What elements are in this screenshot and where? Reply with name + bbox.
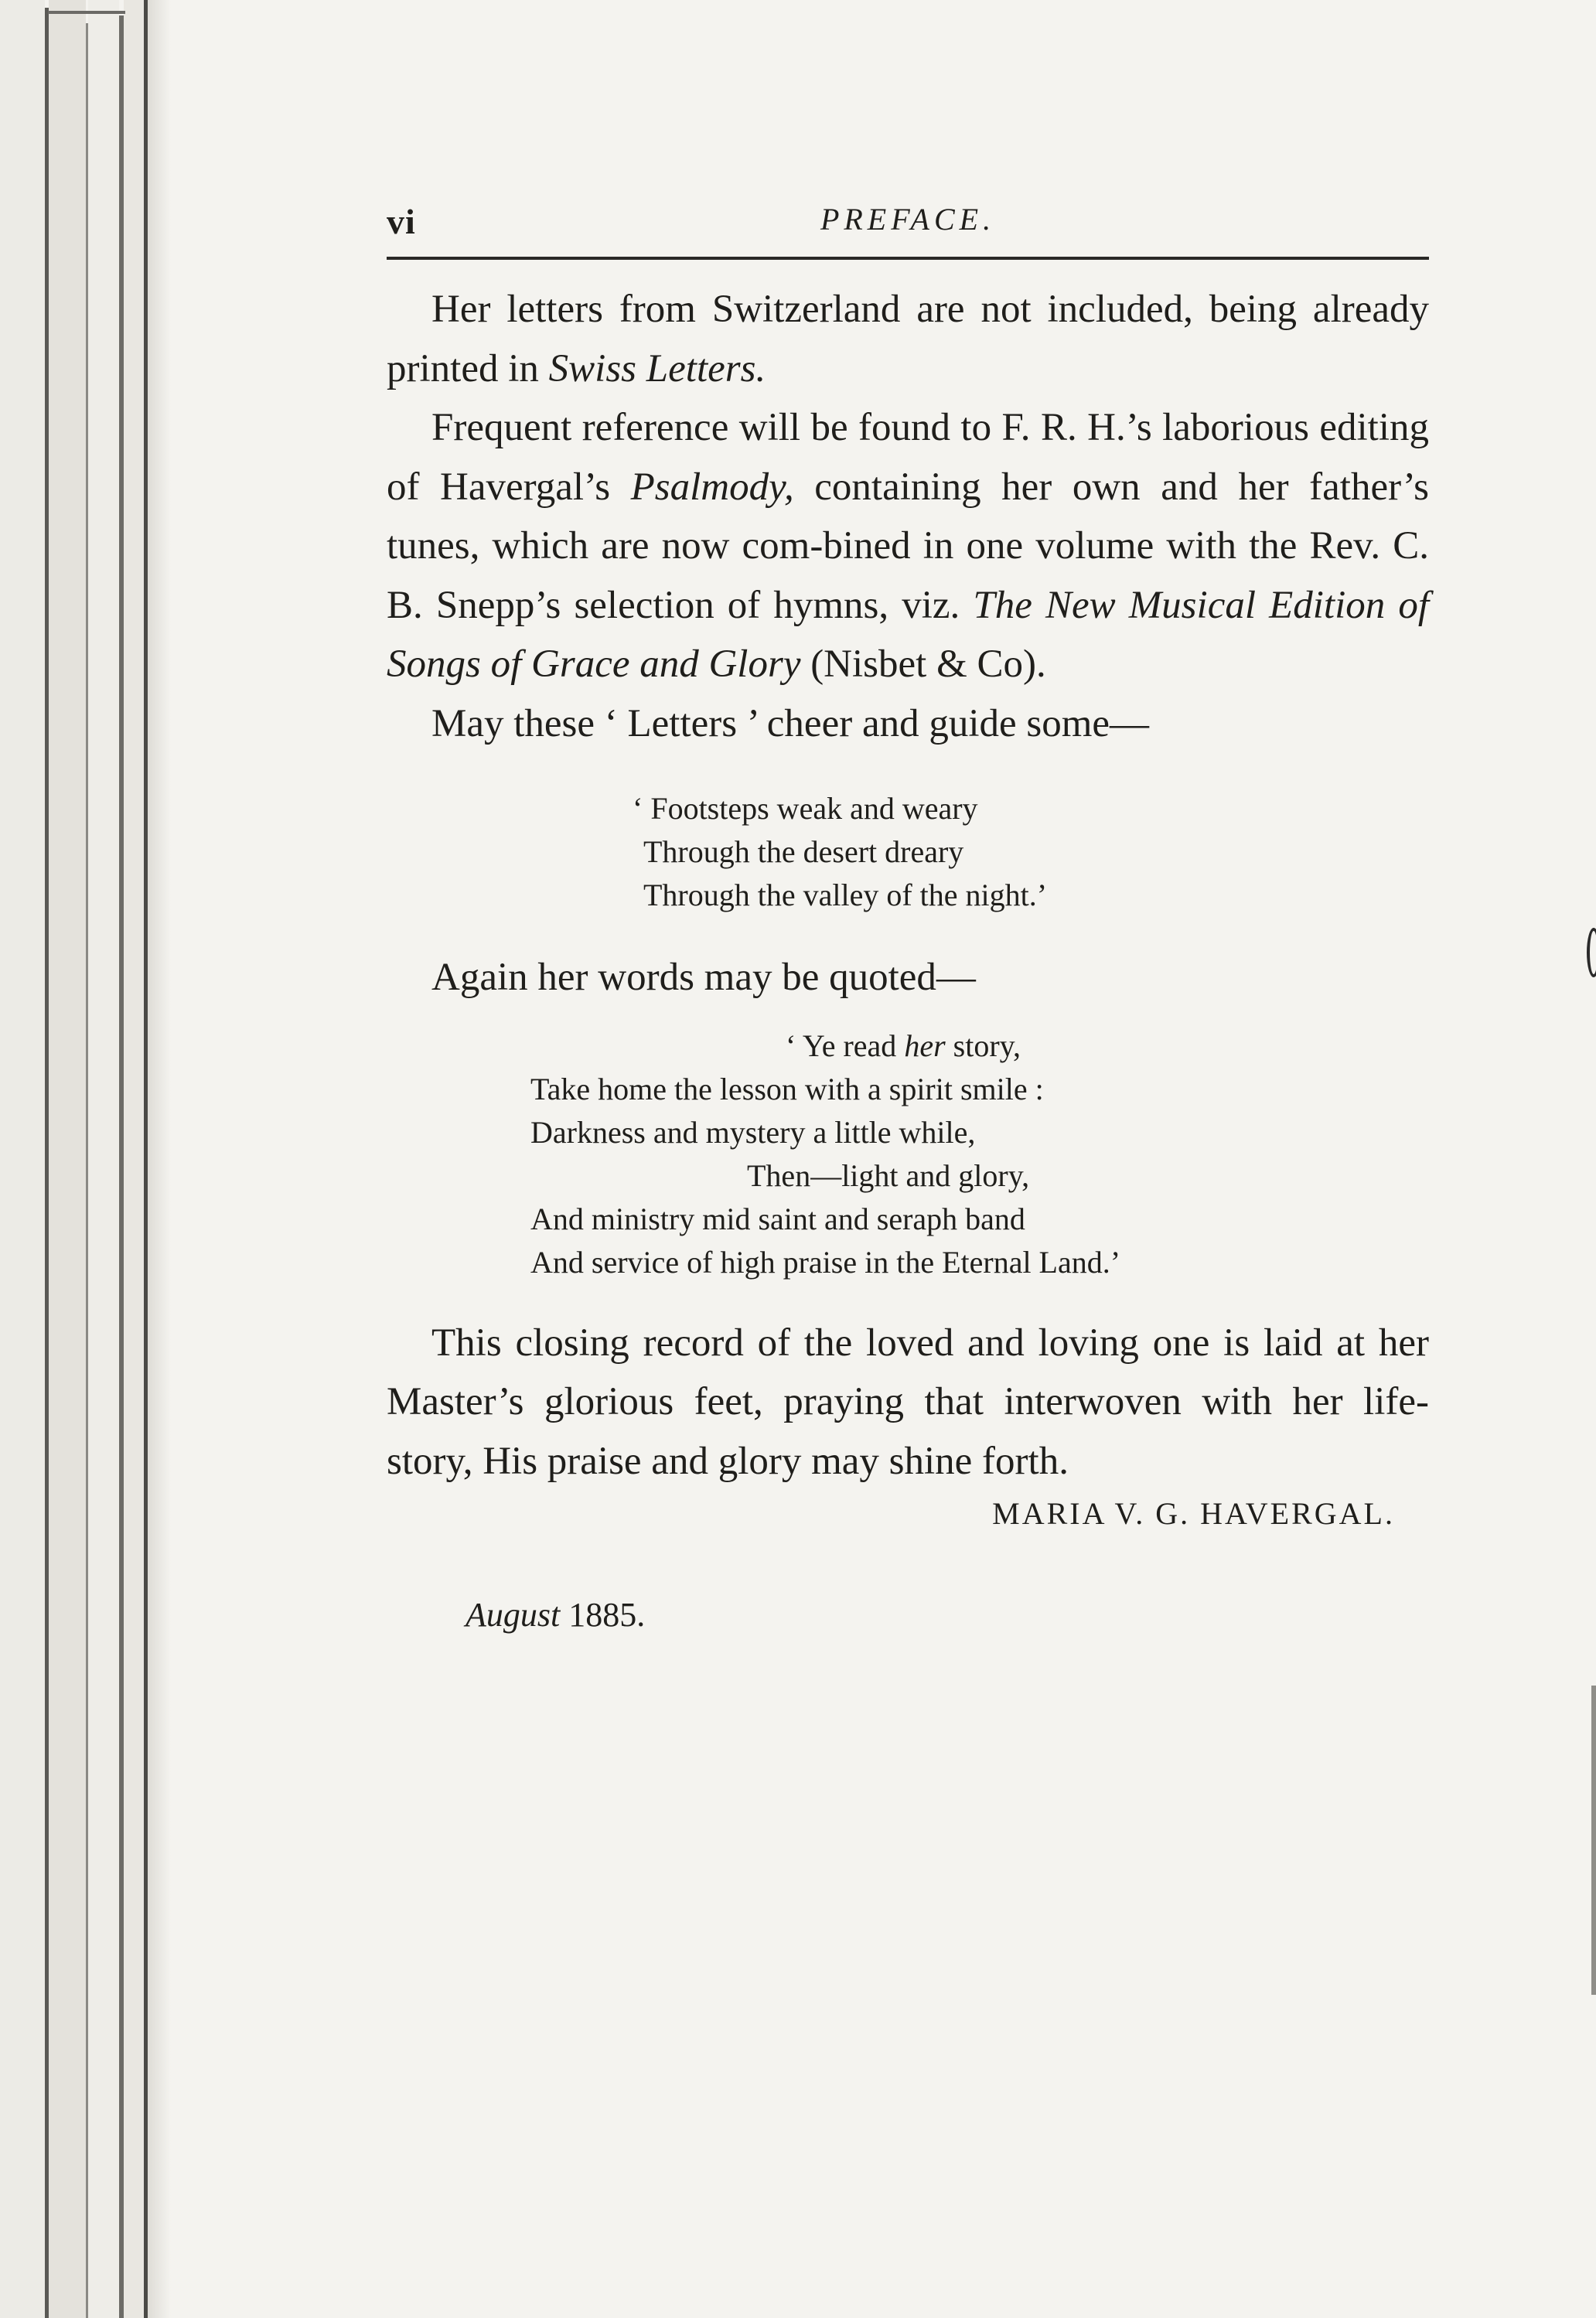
verse-line: ‘ Footsteps weak and weary	[633, 791, 978, 826]
paragraph-text: (Nisbet & Co).	[800, 643, 1046, 686]
page-body	[387, 280, 1429, 1635]
verse-text: ‘ Ye read	[786, 1028, 905, 1063]
paragraph-text: Frequent reference will be found to F. R. H.’s laborious editing of Havergal’s	[387, 406, 1429, 509]
paragraph-again-quoted: Again her words may be quoted—	[431, 956, 976, 999]
header-rule	[387, 257, 1429, 260]
paragraph-psalmody	[387, 398, 1429, 694]
verse-quote-ye-read	[387, 1007, 1429, 1314]
page-edge-tab	[48, 11, 125, 14]
running-head: PREFACE.	[820, 202, 996, 237]
page-edge-strip	[124, 0, 144, 2318]
book-title-italic: Swiss Letters.	[548, 346, 766, 390]
verse-line: Darkness and mystery a little while,	[530, 1114, 976, 1150]
paragraph-closing-record: This closing record of the loved and loving one is laid at her Master’s glorious feet, praying that interwoven with her life-story, His praise and glory may shine forth.	[387, 1321, 1429, 1483]
right-edge-marker	[1585, 928, 1596, 1021]
page-edge-strip	[88, 0, 119, 2318]
page-number: vi	[387, 202, 416, 241]
verse-line: Through the desert dreary	[643, 834, 964, 869]
verse-line: And ministry mid saint and seraph band	[530, 1201, 1025, 1236]
paragraph-text: Her letters from Switzerland are not included, being already printed in	[387, 288, 1429, 390]
paragraph-text: containing her own and her father’s tunes, which are now com-bined in one volume with the Rev. C. B. Snepp’s selection of hymns, viz.	[387, 465, 1429, 627]
book-title-italic: Psalmody,	[630, 465, 794, 509]
paragraph-swiss-letters	[387, 280, 1429, 398]
verse-line: Through the valley of the night.’	[643, 878, 1048, 912]
verse-line: And service of high praise in the Eternal Land.’	[530, 1244, 1121, 1280]
page-edge-strip	[0, 0, 45, 2318]
verse-line	[786, 1024, 1429, 1068]
book-title-italic: The New Musical Edition of Songs of Grace and Glory	[387, 583, 1429, 686]
right-edge-line	[1591, 1686, 1596, 1995]
binding-shadow	[148, 0, 171, 2318]
page-edge-strip	[49, 0, 86, 2318]
preface-date	[387, 1595, 1429, 1635]
author-signature: MARIA V. G. HAVERGAL.	[992, 1496, 1395, 1531]
verse-line: Take home the lesson with a spirit smile :	[530, 1071, 1044, 1106]
verse-quote-footsteps	[387, 753, 1429, 948]
verse-text: story,	[945, 1028, 1021, 1063]
page-header	[387, 192, 1429, 261]
verse-italic: her	[904, 1028, 946, 1063]
date-year: 1885.	[568, 1596, 646, 1634]
verse-line: Then—light and glory,	[747, 1157, 1030, 1193]
date-month: August	[466, 1596, 561, 1634]
paragraph-letters-cheer: May these ‘ Letters ’ cheer and guide some—	[431, 701, 1150, 745]
